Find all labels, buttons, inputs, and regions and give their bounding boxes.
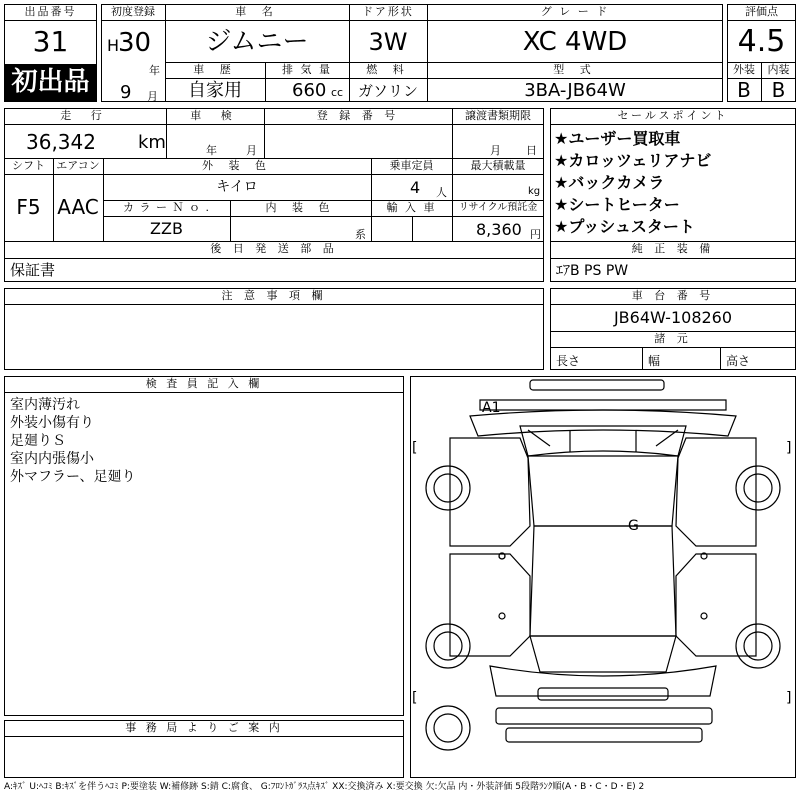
reg-month: 9: [120, 82, 132, 103]
year-unit: 年: [149, 64, 160, 77]
chassis-label: 車 台 番 号: [631, 289, 715, 302]
history-value: 自家用: [188, 80, 242, 101]
shift-label: シフト: [12, 159, 45, 172]
max-load-unit: kg: [528, 186, 541, 197]
sales-point: ★シートヒーター: [554, 195, 680, 214]
ac-label: エアコン: [56, 159, 100, 172]
capacity-unit: 人: [436, 186, 447, 199]
interior-color-unit: 系: [355, 228, 366, 241]
grade-value: XC 4WD: [522, 27, 628, 57]
recycle-value: 8,360: [476, 220, 522, 239]
bracket-left-bottom: [: [412, 690, 418, 706]
bracket-right-top: ]: [786, 440, 792, 456]
transfer-day-unit: 日: [526, 144, 537, 157]
lot-number: 31: [32, 25, 69, 58]
equipment-value: ｴｱB PS PW: [556, 263, 629, 279]
inspector-line: 外マフラー、足廻り: [10, 469, 136, 485]
equipment-label: 純 正 装 備: [631, 242, 715, 255]
inspector-label: 検 査 員 記 入 欄: [145, 377, 263, 390]
inspector-notes: [10, 396, 400, 486]
inspector-line: 室内薄汚れ: [10, 397, 80, 413]
door-value: 3W: [368, 28, 408, 56]
era: H: [107, 36, 120, 55]
max-load-label: 最大積載量: [470, 159, 526, 172]
int-label: 内装: [767, 63, 790, 76]
car-name: ジムニー: [205, 27, 309, 57]
chassis-value: JB64W-108260: [613, 308, 733, 327]
mileage-unit: km: [138, 132, 166, 153]
first-listing-text: 初出品: [11, 67, 90, 97]
recycle-unit: 円: [530, 228, 541, 241]
color-no-value: ZZB: [150, 219, 183, 238]
sales-point: ★ユーザー買取車: [554, 129, 681, 148]
displacement-value: 660: [292, 80, 327, 101]
exterior-color-value: キイロ: [216, 179, 258, 195]
month-unit: 月: [147, 90, 158, 103]
recycle-label: リサイクル預託金: [458, 202, 538, 213]
import-label: 輸 入 車: [386, 201, 437, 214]
interior-color-label: 内 装 色: [265, 201, 336, 214]
sales-point: ★カロッツェリアナビ: [554, 151, 712, 170]
model-value: 3BA-JB64W: [524, 80, 626, 101]
insp-year-unit: 年: [206, 144, 217, 157]
office-label: 事 務 局 よ り ご 案 内: [125, 721, 283, 734]
sales-point: ★プッシュスタート: [554, 217, 695, 236]
insp-month-unit: 月: [246, 144, 257, 157]
sales-points-list: [554, 128, 794, 238]
displacement-label: 排 気 量: [282, 63, 332, 76]
model-label: 型 式: [553, 63, 597, 76]
legend-text: A:ｷｽﾞ U:ﾍｺﾐ B:ｷｽﾞを伴うﾍｺﾐ P:要塗装 W:補修跡 S:錆 C:腐食、 G:ﾌﾛﾝﾄｶﾞﾗｽ点ｷｽﾞ XX:交換済み X:要交換 欠:欠品 内・外装評価 5段階ﾗﾝｸ順(A・B・C・D・E) 2: [4, 782, 645, 792]
reg-year: 30: [118, 28, 152, 58]
dim-length: 長さ: [556, 354, 581, 368]
inspection-label: 車 検: [190, 109, 240, 122]
ext-grade: B: [737, 78, 751, 102]
exterior-color-label: 外 装 色: [202, 159, 272, 172]
capacity-label: 乗車定員: [389, 159, 434, 172]
sales-points-label: セールスポイント: [617, 109, 729, 122]
ac-value: AAC: [57, 195, 99, 219]
shift-value: F5: [16, 195, 41, 219]
history-label: 車 歴: [193, 63, 237, 76]
door-label: ドア形状: [362, 5, 414, 18]
car-diagram: [410, 376, 796, 778]
bracket-right-bottom: ]: [786, 690, 792, 706]
first-reg-label: 初度登録: [111, 5, 155, 18]
damage-mark-g: G: [628, 518, 639, 534]
inspector-line: 足廻りＳ: [10, 433, 66, 449]
color-no-label: カ ラ ー Ｎ ｏ .: [123, 201, 210, 214]
car-name-label: 車 名: [235, 5, 279, 18]
capacity-value: 4: [410, 178, 421, 197]
dim-height: 高さ: [726, 354, 751, 368]
bracket-left-top: [: [412, 440, 418, 456]
lot-label: 出品番号: [24, 5, 77, 18]
transfer-label: 譲渡書類期限: [465, 109, 531, 122]
mileage-value: 36,342: [26, 130, 96, 154]
later-parts-value: 保証書: [10, 261, 56, 279]
score-value: 4.5: [737, 24, 786, 59]
notes-label: 注 意 事 項 欄: [221, 289, 327, 302]
transfer-month-unit: 月: [490, 144, 501, 157]
inspector-line: 室内内張傷小: [10, 451, 94, 467]
reg-no-label: 登 録 番 号: [316, 109, 400, 122]
later-parts-label: 後 日 発 送 部 品: [210, 242, 338, 255]
dimensions-label: 諸 元: [654, 332, 692, 345]
grade-label: グ レ ー ド: [540, 5, 610, 18]
dim-width: 幅: [648, 354, 661, 368]
int-grade: B: [771, 78, 786, 102]
sales-point: ★バックカメラ: [554, 173, 665, 192]
damage-mark-a1: A1: [482, 400, 501, 416]
ext-label: 外装: [733, 63, 755, 76]
fuel-value: ガソリン: [357, 82, 418, 100]
displacement-unit: cc: [331, 86, 344, 99]
mileage-label: 走 行: [60, 109, 110, 122]
fuel-label: 燃 料: [366, 63, 410, 76]
score-label: 評価点: [745, 5, 778, 18]
inspector-line: 外装小傷有り: [10, 415, 94, 431]
